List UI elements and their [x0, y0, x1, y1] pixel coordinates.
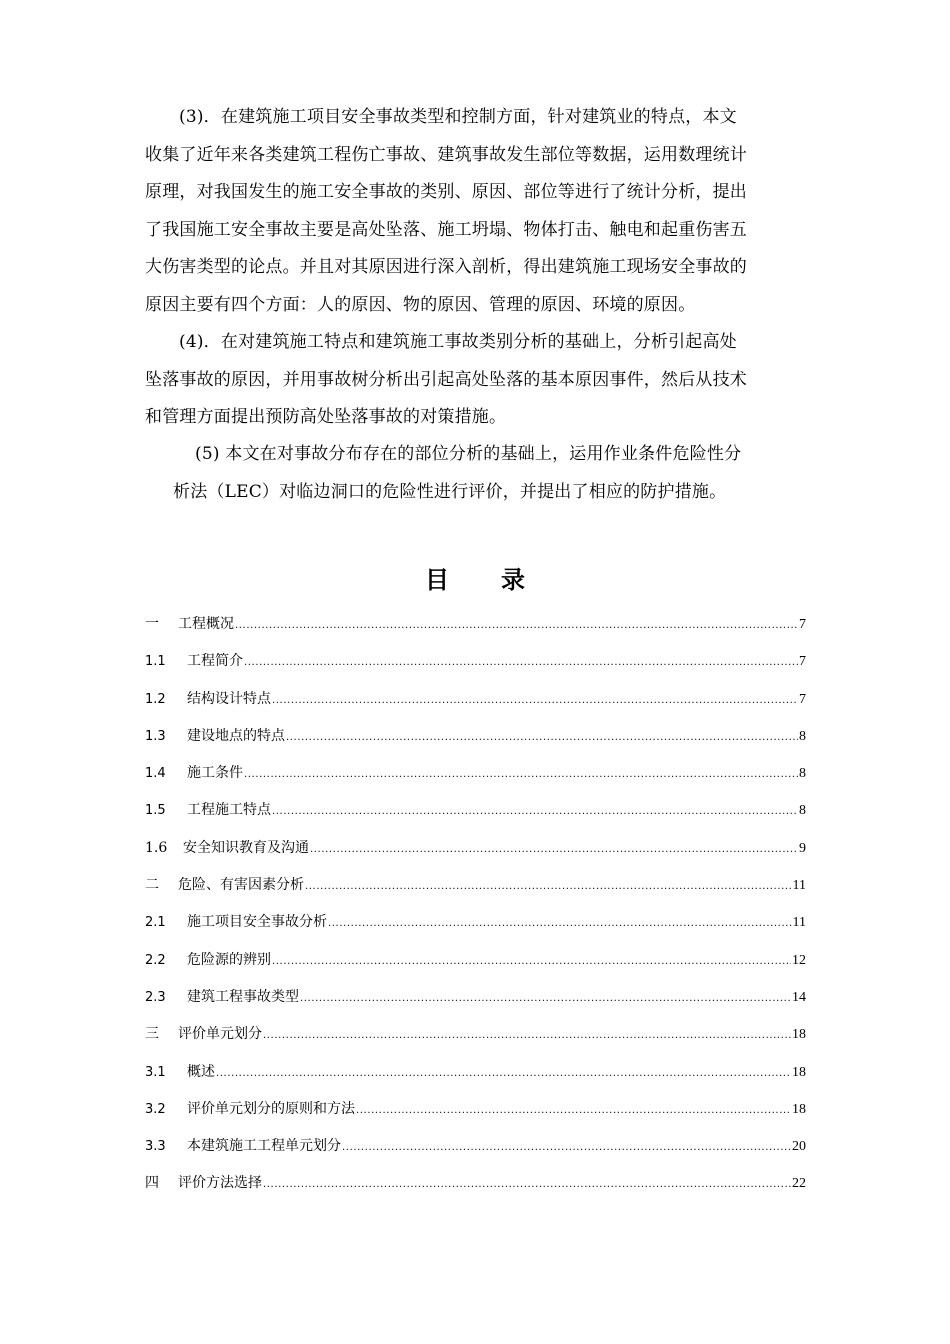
toc-entry-label: 工程施工特点 [187, 802, 271, 819]
toc-entry[interactable] [145, 949, 806, 986]
toc-entry-page: 18 [792, 1064, 806, 1080]
toc-dot-leader [244, 653, 798, 669]
toc-entry[interactable] [145, 1061, 806, 1098]
paragraph-4 [145, 324, 805, 437]
toc-dot-leader [356, 1101, 791, 1117]
toc-title [0, 560, 950, 595]
toc-entry-label: 概述 [187, 1063, 215, 1080]
paragraph-line: 坠落事故的原因，并用事故树分析出引起高处坠落的基本原因事件，然后从技术 [145, 369, 747, 390]
toc-entry-number: 三 [145, 1026, 159, 1043]
toc-entry[interactable] [145, 799, 806, 836]
toc-entry-label: 结构设计特点 [187, 690, 271, 707]
toc-dot-leader [216, 1064, 791, 1080]
toc-entry[interactable] [145, 762, 806, 799]
paragraph-line: 收集了近年来各类建筑工程伤亡事故、建筑事故发生部位等数据，运用数理统计 [145, 144, 747, 165]
toc-entry-label: 施工条件 [187, 765, 243, 782]
toc-entry-page: 22 [792, 1176, 806, 1192]
toc-entry-number: 3.1 [145, 1064, 166, 1080]
toc-entry[interactable] [145, 986, 806, 1023]
toc-entry-label: 建设地点的特点 [187, 727, 285, 744]
toc-dot-leader [328, 914, 792, 930]
toc-dot-leader [272, 802, 798, 818]
toc-entry-page: 7 [799, 617, 806, 632]
toc-entry-label: 危险、有害因素分析 [178, 877, 304, 894]
toc-entry-label: 评价单元划分的原则和方法 [187, 1100, 355, 1117]
paragraph-3 [145, 99, 805, 324]
toc-dot-leader [244, 765, 798, 781]
toc-entry-number: 2.3 [145, 989, 166, 1005]
toc-entry[interactable] [145, 874, 806, 911]
toc-entry-number: 1.1 [145, 654, 166, 670]
toc-entry[interactable] [145, 1172, 806, 1209]
toc-entry-page: 20 [792, 1139, 806, 1155]
paragraph-5 [145, 436, 805, 511]
toc-entry[interactable] [145, 725, 806, 762]
toc-entry-number: 1.3 [145, 728, 166, 744]
toc-entry[interactable] [145, 1023, 806, 1060]
toc-entry[interactable] [145, 613, 806, 650]
toc-entry[interactable] [145, 1098, 806, 1135]
toc-entry-label: 危险源的辨别 [187, 951, 271, 968]
toc-entry-number: 2.2 [145, 952, 166, 968]
toc-entry-number: 二 [145, 877, 159, 894]
toc-entry-label: 评价单元划分 [178, 1026, 262, 1043]
toc-entry[interactable] [145, 837, 806, 874]
toc-entry-page: 18 [792, 1101, 806, 1117]
paragraph-line: 析法（LEC）对临边洞口的危险性进行评价，并提出了相应的防护措施。 [173, 481, 727, 502]
paragraph-line: 原理，对我国发生的施工安全事故的类别、原因、部位等进行了统计分析，提出 [145, 182, 747, 202]
toc-entry-label: 安全知识教育及沟通 [183, 839, 309, 856]
toc-entry[interactable] [145, 650, 806, 687]
toc-entry-page: 11 [792, 915, 806, 931]
paragraph-line: 和管理方面提出预防高处坠落事故的对策措施。 [145, 407, 507, 427]
toc-entry-number: 3.2 [145, 1101, 166, 1117]
toc-entry-number: 1.4 [145, 766, 166, 782]
toc-entry-page: 14 [792, 989, 806, 1005]
toc-dot-leader [286, 728, 798, 744]
toc-entry-number: 2.1 [145, 915, 166, 931]
toc-entry-number: 1.2 [145, 691, 166, 707]
table-of-contents [145, 613, 806, 1210]
toc-entry-number: 1.6 [145, 839, 168, 856]
toc-dot-leader [305, 877, 792, 893]
toc-dot-leader [263, 1175, 791, 1191]
toc-entry[interactable] [145, 1135, 806, 1172]
paragraph-line: (4)．在对建筑施工特点和建筑施工事故类别分析的基础上，分析引起高处 [179, 332, 737, 352]
toc-entry-label: 施工项目安全事故分析 [187, 914, 327, 931]
toc-entry-number: 1.5 [145, 803, 166, 819]
toc-dot-leader [272, 691, 798, 707]
toc-entry-label: 本建筑施工工程单元划分 [187, 1138, 341, 1155]
toc-entry-number: 一 [145, 616, 159, 632]
toc-title-char-1: 目 [425, 566, 449, 594]
toc-title-char-2: 录 [501, 566, 525, 594]
toc-dot-leader [272, 952, 791, 968]
toc-entry-page: 8 [799, 803, 806, 819]
toc-entry-page: 8 [799, 766, 806, 782]
paragraph-line: (3)．在建筑施工项目安全事故类型和控制方面，针对建筑业的特点，本文 [179, 107, 737, 127]
toc-entry-page: 9 [799, 840, 806, 856]
toc-entry-page: 12 [792, 952, 806, 968]
toc-dot-leader [342, 1138, 791, 1154]
toc-entry-label: 建筑工程事故类型 [187, 988, 299, 1005]
toc-dot-leader [263, 1026, 791, 1042]
toc-entry-label: 工程概况 [178, 616, 234, 632]
toc-entry-page: 11 [792, 878, 806, 894]
paragraph-line: (5) 本文在对事故分布存在的部位分析的基础上，运用作业条件危险性分 [195, 444, 742, 464]
toc-entry-page: 7 [799, 654, 806, 670]
paragraph-line: 了我国施工安全事故主要是高处坠落、施工坍塌、物体打击、触电和起重伤害五 [145, 219, 747, 240]
toc-entry-number: 3.3 [145, 1139, 166, 1155]
toc-dot-leader [310, 840, 798, 856]
toc-dot-leader [300, 989, 791, 1005]
toc-entry-page: 18 [792, 1027, 806, 1043]
toc-entry-page: 8 [799, 728, 806, 744]
toc-entry-number: 四 [145, 1175, 159, 1192]
toc-entry-page: 7 [799, 691, 806, 707]
toc-entry-label: 工程简介 [187, 653, 243, 670]
toc-entry[interactable] [145, 911, 806, 948]
toc-entry[interactable] [145, 688, 806, 725]
toc-dot-leader [235, 616, 798, 632]
paragraph-line: 大伤害类型的论点。并且对其原因进行深入剖析，得出建筑施工现场安全事故的 [145, 257, 747, 277]
toc-entry-label: 评价方法选择 [178, 1175, 262, 1192]
paragraph-line: 原因主要有四个方面：人的原因、物的原因、管理的原因、环境的原因。 [145, 294, 696, 315]
